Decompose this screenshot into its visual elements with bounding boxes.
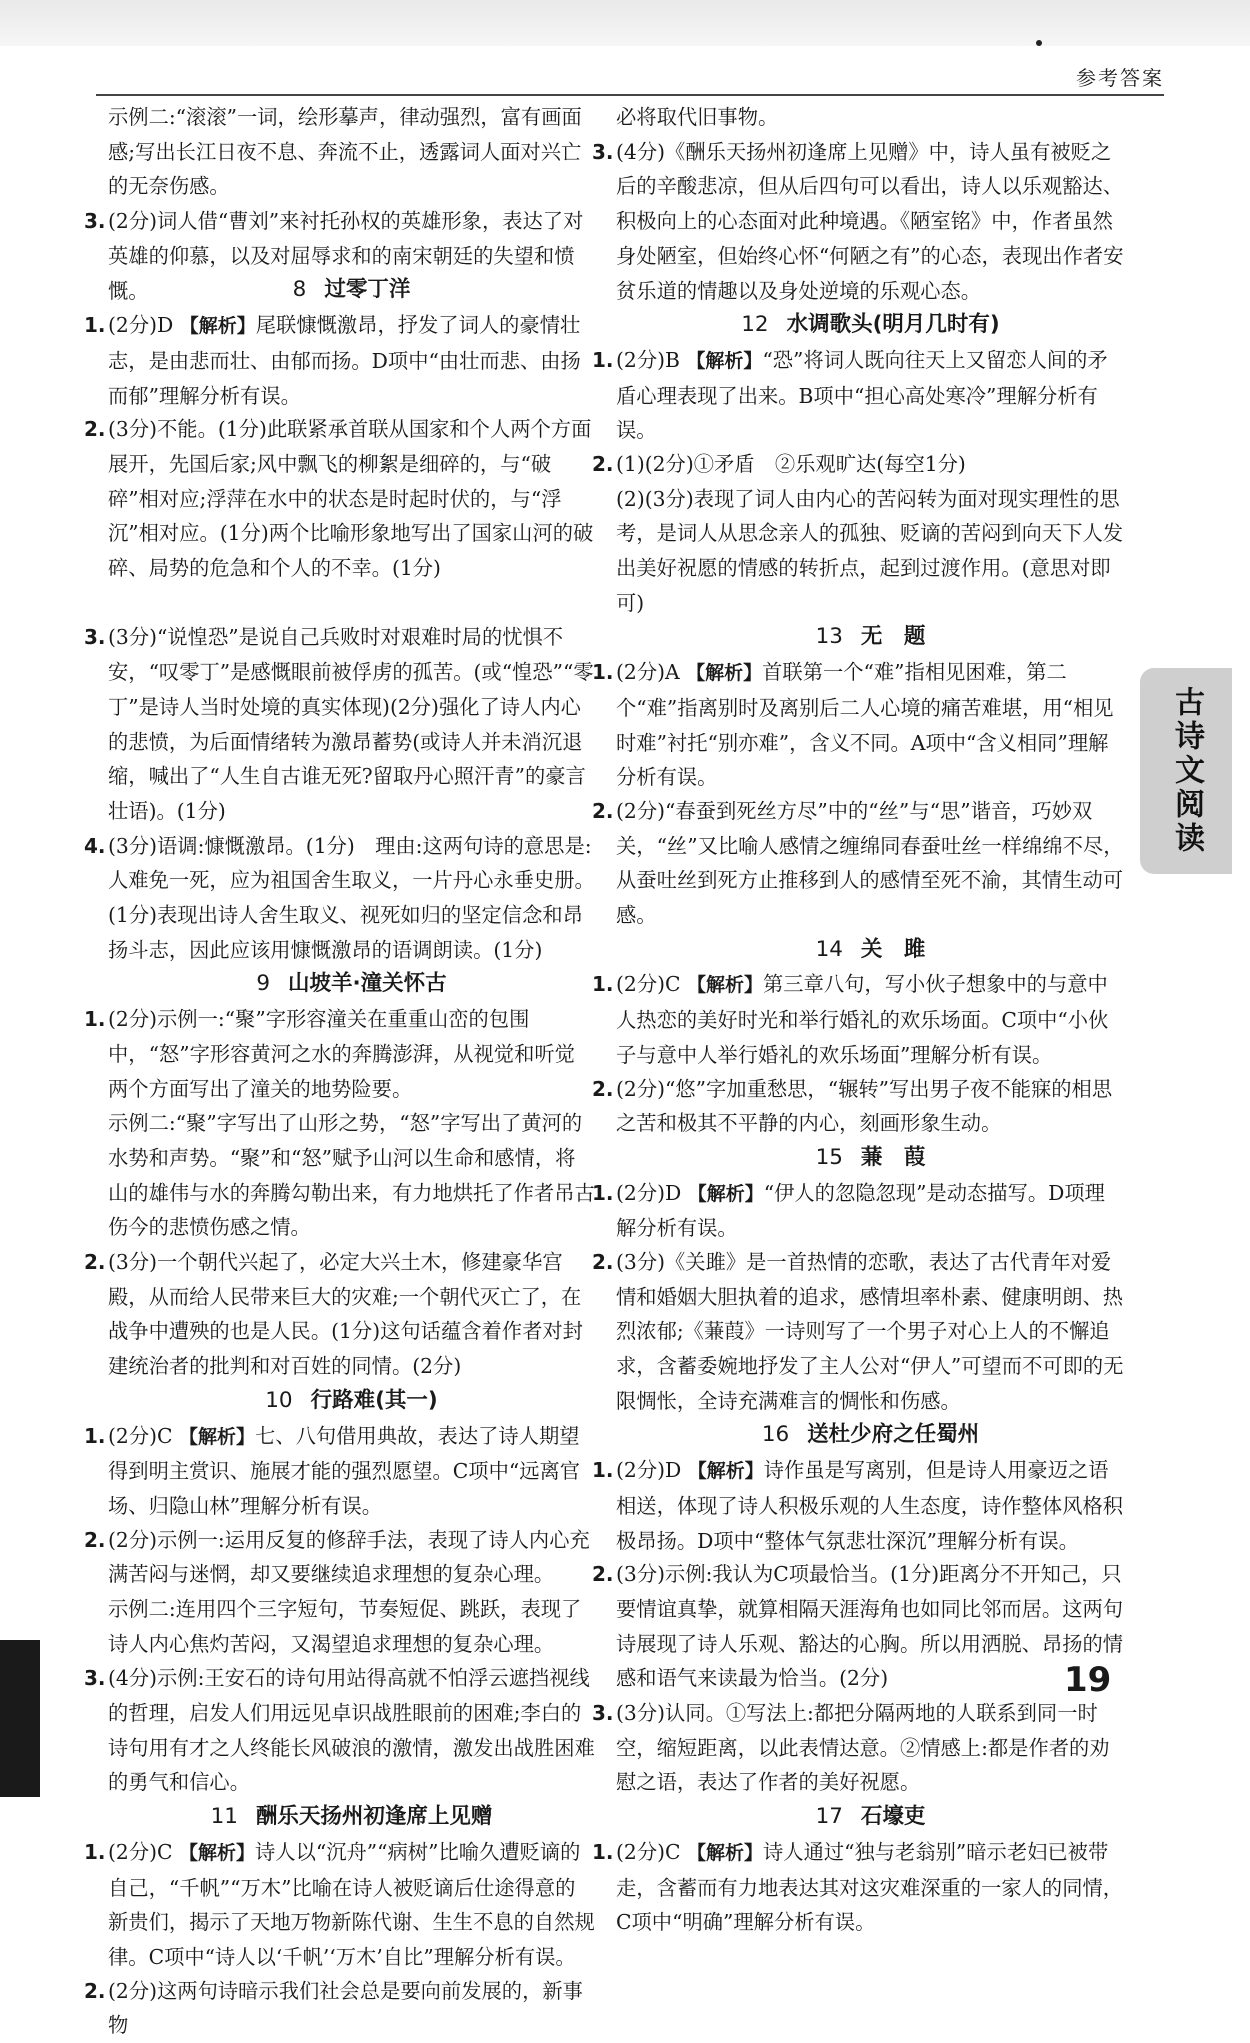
answer-text: 尾联慷慨激昂，抒发了词人的豪情壮志，是由悲而壮、由郁而扬。D项中“由壮而悲、由扬而郁”理解分析有误。: [108, 313, 581, 408]
answer-text: 示例二:连用四个三字短句，节奏短促、跳跃，表现了诗人内心焦灼苦闷，又渴望追求理想的复杂心理。: [108, 1596, 582, 1656]
answer-text: 诗人通过“独与老翁别”暗示老妇已被带走，含蓄而有力地表达其对这灾难深重的一家人的同情，C项中“明确”理解分析有误。: [616, 1839, 1124, 1935]
question-number: 1.: [592, 1458, 614, 1483]
answer-item: [592, 1176, 1125, 1245]
ink-dot: [1036, 40, 1042, 46]
question-number: 1.: [84, 1839, 106, 1864]
section-title: [108, 273, 595, 308]
answer-item: [592, 1835, 1125, 1939]
section-heading: 石壕吏: [860, 1804, 926, 1830]
answer-choice: (2分)A: [616, 660, 680, 685]
section-heading: 水调歌头(明月几时有): [786, 312, 1000, 338]
answer-choice: (2分)C: [616, 972, 681, 997]
question-number: 3.: [84, 625, 106, 650]
question-number: 3.: [84, 1666, 106, 1691]
answer-text: (3分)《关雎》是一首热情的恋歌，表达了古代青年对爱情和婚姻大胆执着的追求，感情坦率朴素、健康明朗、热烈浓郁;《蒹葭》一诗则写了一个男子对心上人的不懈追求，含蓄委婉地抒发了主人公对“伊人”可望而不可即的无限惆怅，全诗充满难言的惆怅和伤感。: [616, 1249, 1124, 1413]
answer-item: [592, 135, 1125, 309]
analysis-tag: 【解析】: [687, 1182, 764, 1205]
answer-text: 示例二:“聚”字写出了山形之势，“怒”字写出了黄河的水势和声势。“聚”和“怒”赋予山河以生命和感情，将山的雄伟与水的奔腾勾勒出来，有力地烘托了作者吊古伤今的悲愤伤感之情。: [108, 1111, 595, 1240]
question-number: 2.: [592, 1562, 614, 1587]
answer-choice: (2分)C: [108, 1423, 173, 1448]
answer-text: “伊人的忽隐忽现”是动态描写。D项理解分析有误。: [616, 1180, 1105, 1241]
answer-item: [592, 794, 1125, 933]
answer-text: (2分)“悠”字加重愁思，“辗转”写出男子夜不能寐的相思之苦和极其不平静的内心，刻画形象生动。: [616, 1076, 1113, 1136]
answer-text: (4分)示例:王安石的诗句用站得高就不怕浮云遮挡视线的哲理，启发人们用远见卓识战胜眼前的困难;李白的诗句用有才之人终能长风破浪的激情，激发出战胜困难的勇气和信心。: [108, 1666, 595, 1795]
section-title: [108, 1384, 595, 1419]
answer-item: [592, 343, 1125, 447]
question-number: 2.: [84, 1978, 106, 2003]
side-tab-label: 古诗文阅读: [1169, 686, 1204, 856]
section-heading: 无 题: [860, 624, 926, 650]
answer-item: [592, 655, 1125, 794]
section-title: [616, 1800, 1125, 1835]
section-number: 13: [815, 624, 843, 650]
answer-item: [84, 829, 595, 968]
analysis-tag: 【解析】: [686, 662, 763, 685]
answer-paragraph: [616, 482, 1125, 621]
answer-item: [84, 1523, 595, 1592]
question-number: 3.: [592, 1701, 614, 1726]
answer-item: [592, 1453, 1125, 1557]
answer-text: (3分)“说惶恐”是说自己兵败时对艰难时局的忧惧不安，“叹零丁”是感慨眼前被俘虏的孤苦。(或“惶恐”“零丁”是诗人当时处境的真实体现)(2分)强化了诗人内心的悲愤，为后面情绪转为激昂蓄势(或诗人并未消沉退缩，喊出了“人生自古谁无死?留取丹心照汗青”的豪言壮语)。(1分): [108, 625, 594, 823]
answer-text: “恐”将词人既向往天上又留恋人间的矛盾心理表现了出来。B项中“担心高处寒冷”理解分析有误。: [616, 347, 1108, 443]
question-number: 4.: [84, 833, 106, 858]
section-heading: 关 雎: [860, 936, 926, 962]
answer-text: (3分)认同。①写法上:都把分隔两地的人联系到同一时空，缩短距离，以此表情达意。②情感上:都是作者的劝慰之语，表达了作者的美好祝愿。: [616, 1701, 1110, 1795]
header-label: 参考答案: [1076, 66, 1164, 90]
answer-text: (2)(3分)表现了词人由内心的苦闷转为面对现实理性的思考，是词人从思念亲人的孤独、贬谪的苦闷到向天下人发出美好祝愿的情感的转折点，起到过渡作用。(意思对即可): [616, 486, 1124, 615]
answer-item: [592, 1557, 1125, 1696]
section-heading: 山坡羊·潼关怀古: [288, 971, 447, 997]
answer-text: (2分)示例一:运用反复的修辞手法，表现了诗人内心充满苦闷与迷惘，却又要继续追求理想的复杂心理。: [108, 1527, 590, 1587]
answer-item: [84, 1419, 595, 1523]
section-heading: 行路难(其一): [310, 1387, 438, 1413]
section-title: [616, 620, 1125, 655]
analysis-tag: 【解析】: [686, 1841, 763, 1864]
answer-text: (2分)词人借“曹刘”来衬托孙权的英雄形象，表达了对英雄的仰慕，以及对屈辱求和的南宋朝廷的失望和愤慨。: [108, 209, 584, 303]
answer-text: 诗人以“沉舟”“病树”比喻久遭贬谪的自己，“千帆”“万木”比喻在诗人被贬谪后仕途得意的新贵们，揭示了天地万物新陈代谢、生生不息的自然规律。C项中“诗人以‘千帆’‘万木’自比”理解分析有误。: [108, 1839, 595, 1969]
header-rule: [96, 94, 1164, 96]
answer-paragraph: [616, 100, 1125, 135]
question-number: 2.: [84, 417, 106, 442]
question-number: 1.: [592, 660, 614, 685]
answer-text: (3分)一个朝代兴起了，必定大兴土木，修建豪华宫殿，从而给人民带来巨大的灾难;一个朝代灭亡了，在战争中遭殃的也是人民。(1分)这句话蕴含着作者对封建统治者的批判和对百姓的同情。(2分): [108, 1250, 583, 1379]
answer-text: (3分)语调:慷慨激昂。(1分) 理由:这两句诗的意思是:人难免一死，应为祖国舍生取义，一片丹心永垂史册。(1分)表现出诗人舍生取义、视死如归的坚定信念和昂扬斗志，因此应该用慷慨激昂的语调朗读。(1分): [108, 833, 595, 962]
answer-item: [592, 1072, 1125, 1141]
question-number: 2.: [592, 451, 614, 476]
section-title: [616, 308, 1125, 343]
answer-item: [84, 1661, 595, 1800]
answer-paragraph: [108, 1106, 595, 1245]
section-heading: 送杜少府之任蜀州: [807, 1422, 980, 1448]
section-number: 9: [256, 971, 270, 997]
answer-text: 必将取代旧事物。: [616, 105, 779, 129]
analysis-tag: 【解析】: [687, 1460, 764, 1483]
analysis-tag: 【解析】: [178, 1425, 255, 1448]
answer-choice: (2分)D: [616, 1458, 682, 1483]
section-title: [108, 967, 595, 1002]
answer-item: [84, 1974, 595, 2038]
answer-paragraph: [108, 1592, 595, 1661]
question-number: 3.: [84, 209, 106, 234]
question-number: 1.: [592, 347, 614, 372]
right-column: [592, 100, 1125, 1939]
answer-text: (4分)《酬乐天扬州初逢席上见赠》中，诗人虽有被贬之后的辛酸悲凉，但从后四句可以看出，诗人以乐观豁达、积极向上的心态面对此种境遇。《陋室铭》中，作者虽然身处陋室，但始终心怀“何陋之有”的心态，表现出作者安贫乐道的情趣以及身处逆境的乐观心态。: [616, 139, 1124, 303]
answer-item: [592, 1245, 1125, 1419]
answer-choice: (2分)C: [108, 1839, 173, 1864]
question-number: 2.: [84, 1527, 106, 1552]
answer-text: (2分)这两句诗暗示我们社会总是要向前发展的，新事物: [108, 1978, 583, 2038]
answer-choice: (2分)D: [616, 1180, 682, 1205]
top-band: [0, 0, 1250, 46]
answer-item: [84, 620, 595, 828]
question-number: 2.: [592, 798, 614, 823]
answer-item: [592, 967, 1125, 1071]
analysis-tag: 【解析】: [179, 315, 256, 338]
section-number: 11: [210, 1804, 238, 1830]
edge-bar: [0, 1640, 40, 1797]
answer-text: (3分)不能。(1分)此联紧承首联从国家和个人两个方面展开，先国后家;风中飘飞的柳絮是细碎的，与“破碎”相对应;浮萍在水中的状态是时起时伏的，与“浮沉”相对应。(1分)两个比喻形象地写出了国家山河的破碎、局势的危急和个人的不幸。(1分): [108, 417, 594, 581]
answer-text: (2分)示例一:“聚”字形容潼关在重重山峦的包围中，“怒”字形容黄河之水的奔腾澎湃，从视觉和听觉两个方面写出了潼关的地势险要。: [108, 1007, 575, 1101]
question-number: 1.: [592, 1180, 614, 1205]
section-heading: 过零丁洋: [324, 277, 411, 303]
answer-text: 诗作虽是写离别，但是诗人用豪迈之语相送，体现了诗人积极乐观的人生态度，诗作整体风格积极昂扬。D项中“整体气氛悲壮深沉”理解分析有误。: [616, 1458, 1124, 1553]
question-number: 1.: [592, 1839, 614, 1864]
answer-item: [84, 1245, 595, 1384]
section-number: 14: [815, 936, 843, 962]
answer-item: [84, 1835, 595, 1974]
question-number: 2.: [84, 1250, 106, 1275]
question-number: 1.: [592, 972, 614, 997]
answer-text: (1)(2分)①矛盾 ②乐观旷达(每空1分): [616, 451, 966, 476]
analysis-tag: 【解析】: [686, 349, 763, 372]
answer-text: (3分)示例:我认为C项最恰当。(1分)距离分不开知己，只要情谊真挚，就算相隔天涯海角也如同比邻而居。这两句诗展现了诗人乐观、豁达的心胸。所以用洒脱、昂扬的情感和语气来读最为恰当。(2分): [616, 1562, 1124, 1691]
answer-choice: (2分)C: [616, 1839, 681, 1864]
analysis-tag: 【解析】: [686, 974, 763, 997]
answer-item: [592, 447, 1125, 482]
answer-choice: (2分)B: [616, 347, 680, 372]
answer-choice: (2分)D: [108, 313, 174, 338]
answer-text: 首联第一个“难”指相见困难，第二个“难”指离别时及离别后二人心境的痛苦难堪，用“相见时难”衬托“别亦难”，含义不同。A项中“含义相同”理解分析有误。: [616, 660, 1114, 790]
section-number: 15: [815, 1144, 843, 1170]
answer-item: [592, 1696, 1125, 1800]
answer-text: 第三章八句，写小伙子想象中的与意中人热恋的美好时光和举行婚礼的欢乐场面。C项中“小伙子与意中人举行婚礼的欢乐场面”理解分析有误。: [616, 972, 1109, 1067]
question-number: 1.: [84, 1007, 106, 1032]
section-heading: 蒹 葭: [860, 1144, 926, 1170]
section-heading: 酬乐天扬州初逢席上见赠: [255, 1804, 493, 1830]
answer-text: 七、八句借用典故，表达了诗人期望得到明主赏识、施展才能的强烈愿望。C项中“远离官场、归隐山林”理解分析有误。: [108, 1423, 581, 1518]
section-number: 8: [292, 277, 307, 303]
section-number: 10: [265, 1387, 293, 1413]
answer-text: (2分)“春蚕到死丝方尽”中的“丝”与“思”谐音，巧妙双关，“丝”又比喻人感情之缠绵同春蚕吐丝一样绵绵不尽，从蚕吐丝到死方止推移到人的感情至死不渝，其情生动可感。: [616, 798, 1124, 928]
section-number: 12: [741, 312, 769, 338]
answer-paragraph: [108, 100, 595, 204]
question-number: 3.: [592, 139, 614, 164]
page-number: 19: [1064, 1660, 1112, 1700]
question-number: 1.: [84, 313, 106, 338]
section-number: 16: [761, 1422, 790, 1448]
answer-item: [84, 1002, 595, 1106]
analysis-tag: 【解析】: [178, 1841, 255, 1864]
section-title: [616, 1141, 1125, 1176]
section-number: 17: [815, 1804, 843, 1830]
answer-item: [84, 308, 595, 412]
answer-text: 示例二:“滚滚”一词，绘形摹声，律动强烈，富有画面感;写出长江日夜不息、奔流不止，透露词人面对兴亡的无奈伤感。: [108, 105, 582, 199]
question-number: 1.: [84, 1423, 106, 1448]
question-number: 2.: [592, 1076, 614, 1101]
answer-item: [84, 412, 595, 620]
question-number: 2.: [592, 1249, 614, 1274]
left-column: [84, 100, 595, 2038]
side-tab[interactable]: [1140, 668, 1232, 874]
section-title: [108, 1800, 595, 1835]
section-title: [616, 933, 1125, 968]
section-title: [616, 1418, 1125, 1453]
